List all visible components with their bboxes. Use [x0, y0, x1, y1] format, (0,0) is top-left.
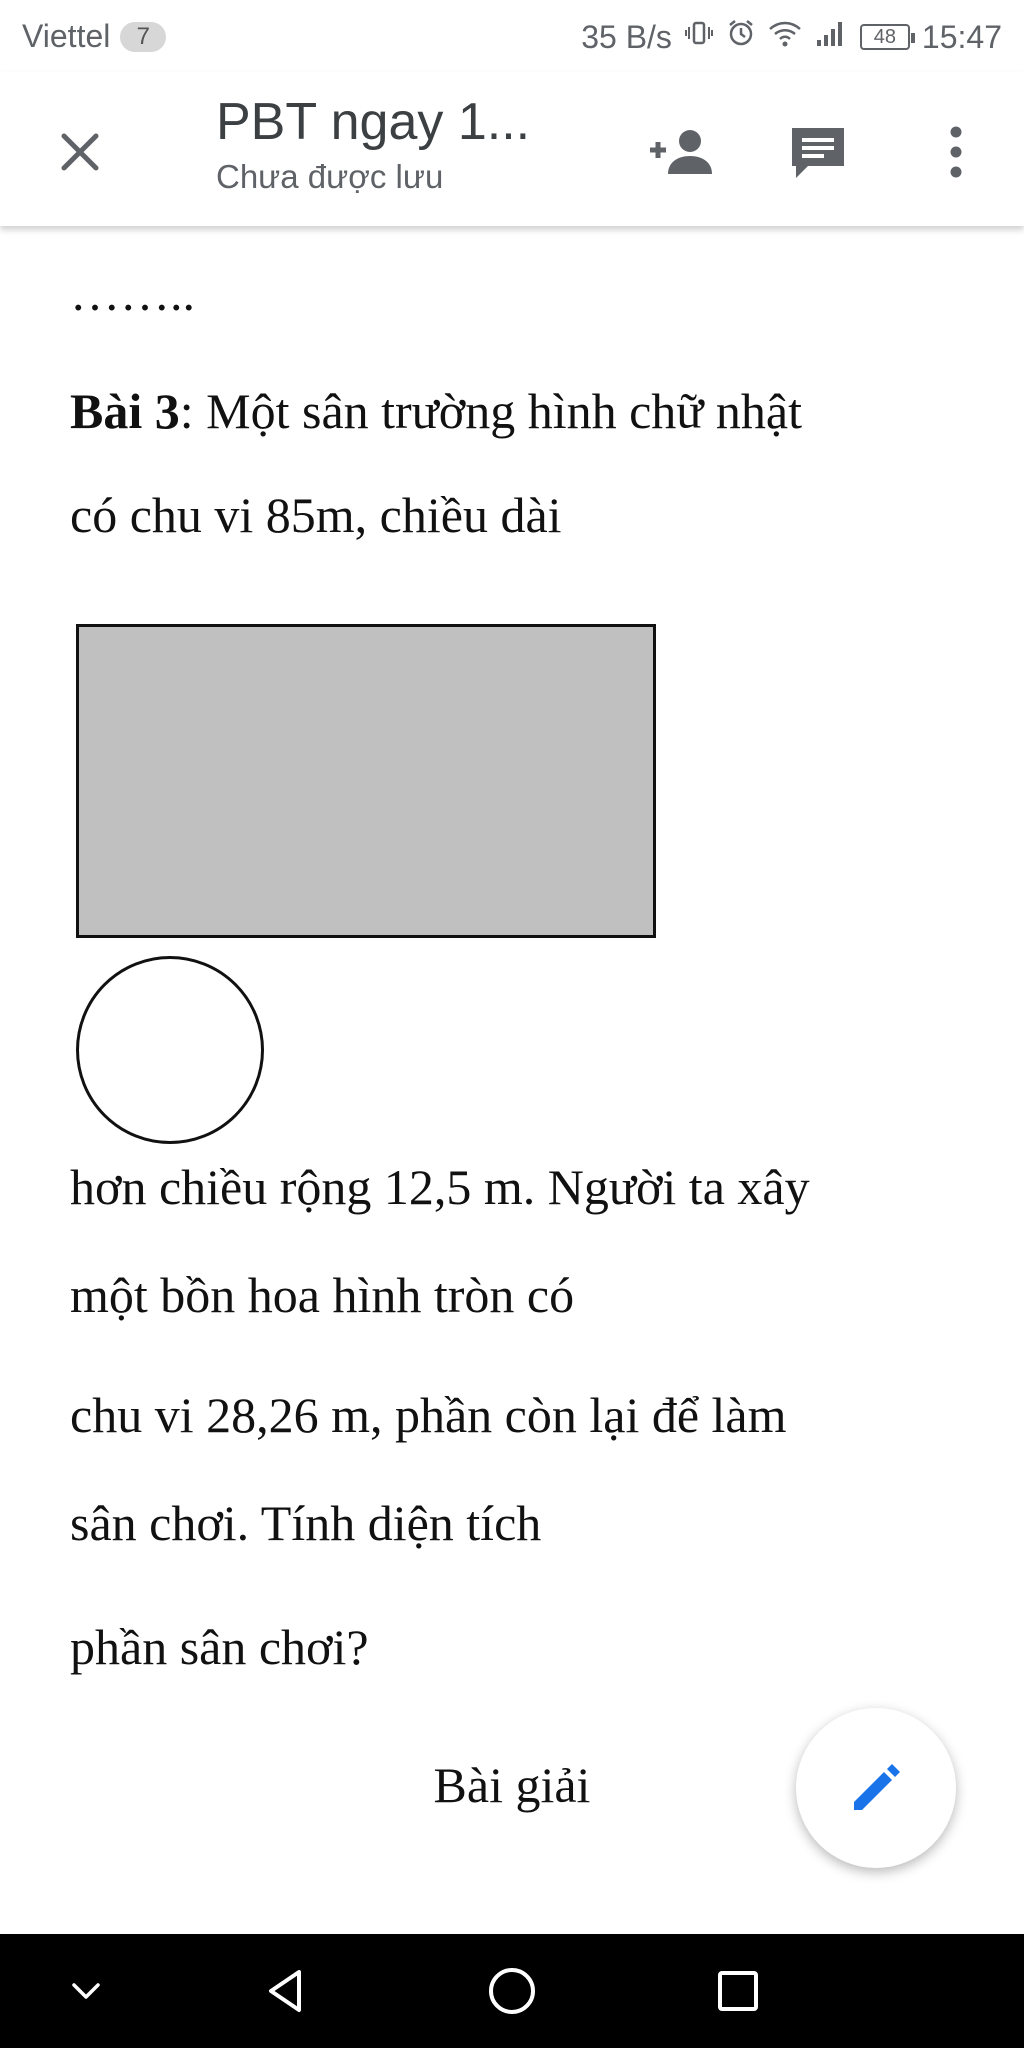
chevron-down-icon — [66, 1971, 106, 2011]
close-button[interactable] — [40, 112, 120, 192]
document-body[interactable] — [0, 226, 1024, 1934]
vibrate-icon — [684, 18, 714, 56]
clock: 15:47 — [921, 18, 1002, 55]
circle-shape[interactable] — [76, 956, 264, 1144]
problem-line-3: hơn chiều rộng 12,5 m. Người ta xây — [70, 1159, 810, 1215]
carrier-name: Viettel — [22, 18, 111, 54]
save-status: Chưa được lưu — [216, 158, 444, 195]
recents-button[interactable] — [708, 1961, 768, 2021]
problem-line-6: sân chơi. Tính diện tích — [70, 1495, 542, 1551]
wifi-icon — [768, 18, 802, 56]
status-left — [22, 18, 166, 55]
share-button[interactable] — [642, 112, 722, 192]
solution-heading: Bài giải — [433, 1757, 591, 1813]
problem-line-2: có chu vi 85m, chiều dài — [70, 487, 562, 543]
back-button[interactable] — [256, 1961, 316, 2021]
recents-icon — [714, 1967, 762, 2015]
comment-icon — [788, 122, 848, 182]
hide-nav-button[interactable] — [56, 1961, 116, 2021]
more-options-button[interactable] — [916, 112, 996, 192]
status-right — [581, 18, 1002, 56]
navigation-bar — [0, 1934, 1024, 2048]
comments-button[interactable] — [778, 112, 858, 192]
add-person-icon — [646, 124, 718, 180]
edit-fab-button[interactable] — [796, 1708, 956, 1868]
alarm-icon — [726, 18, 756, 56]
problem-line-1 — [70, 382, 802, 440]
edit-pencil-icon — [846, 1758, 906, 1818]
problem-line-4: một bồn hoa hình tròn có — [70, 1267, 575, 1323]
back-icon — [261, 1966, 311, 2016]
status-bar — [0, 0, 1024, 72]
home-icon — [486, 1965, 538, 2017]
battery-level: 48 — [873, 25, 897, 48]
problem-line-1-text: : Một sân trường hình chữ nhật — [179, 383, 802, 439]
problem-line-7: phần sân chơi? — [70, 1619, 369, 1675]
net-speed: 35 B/s — [581, 18, 672, 55]
notification-count-badge: 7 — [120, 22, 166, 52]
battery-icon — [860, 24, 910, 50]
app-bar — [0, 72, 1024, 226]
home-button[interactable] — [482, 1961, 542, 2021]
title-block — [216, 92, 530, 196]
dots-line: …….. — [70, 265, 195, 321]
problem-label: Bài 3 — [70, 383, 180, 439]
document-title: PBT ngay 1... — [216, 93, 531, 151]
problem-line-5: chu vi 28,26 m, phần còn lại để làm — [70, 1387, 787, 1443]
more-vert-icon — [946, 124, 966, 180]
close-icon — [58, 130, 102, 174]
rectangle-shape[interactable] — [76, 624, 656, 938]
signal-icon — [814, 18, 848, 56]
